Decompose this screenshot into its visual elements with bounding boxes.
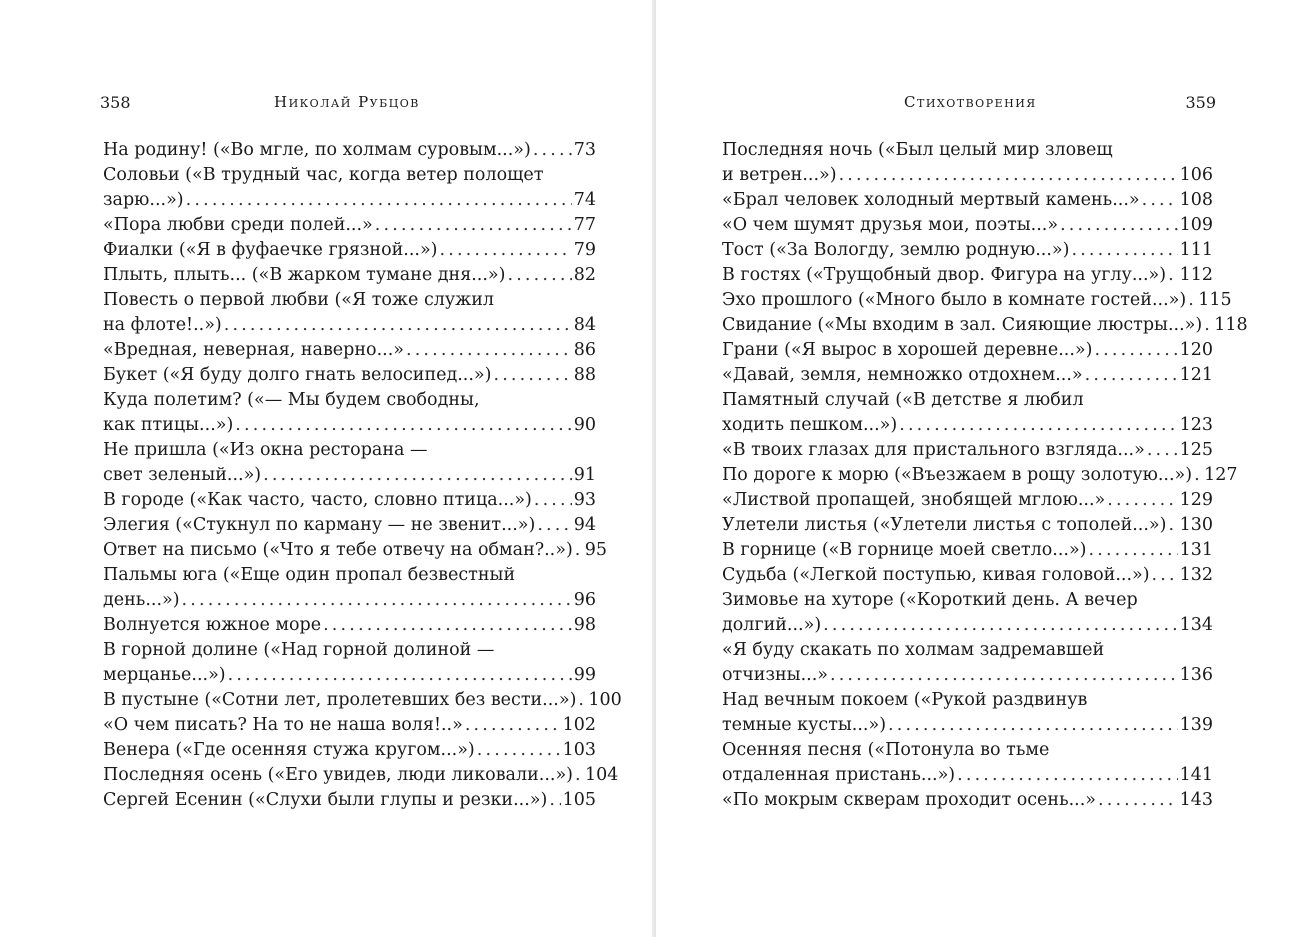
dot-leader [477, 738, 561, 763]
dot-leader [537, 513, 571, 538]
toc-line [103, 538, 608, 563]
toc-entry-title: на флоте!..») [103, 315, 222, 335]
toc-entry-title: как птицы...») [103, 415, 234, 435]
right-running-head: Стихотворения [904, 93, 1037, 111]
dot-leader [578, 688, 586, 713]
toc-entry-title: «Вредная, неверная, наверно...» [103, 340, 404, 360]
toc-entry-title: Улетели листья («Улетели листья с тополей...») [722, 515, 1167, 535]
toc-line [722, 213, 1213, 238]
toc-entry-title: Тост («За Вологду, землю родную...») [722, 240, 1070, 260]
toc-line [722, 463, 1238, 488]
toc-line [722, 438, 1213, 463]
toc-entry-title: Осенняя песня («Потонула во тьме [722, 740, 1050, 760]
toc-entry-page: 129 [1179, 490, 1213, 510]
dot-leader [228, 663, 572, 688]
toc-entry-title: Элегия («Стукнул по карману — не звенит...») [103, 515, 536, 535]
toc-line [722, 388, 1213, 413]
toc-entry-page: 127 [1204, 465, 1238, 485]
toc-line [103, 513, 596, 538]
toc-entry [103, 213, 596, 238]
toc-entry [722, 513, 1213, 538]
right-contents-list [722, 138, 1248, 813]
toc-entry-page: 136 [1179, 665, 1213, 685]
toc-entry [722, 538, 1213, 563]
dot-leader [493, 363, 571, 388]
toc-entry-title: «Брал человек холодный мертвый камень...» [722, 190, 1140, 210]
toc-line [103, 663, 596, 688]
toc-entry-title: Куда полетим? («— Мы будем свободны, [103, 390, 480, 410]
toc-entry [103, 438, 596, 488]
toc-entry-title: зарю...») [103, 190, 184, 210]
dot-leader [1089, 538, 1178, 563]
toc-entry-page: 84 [573, 315, 596, 335]
dot-leader [1060, 213, 1178, 238]
dot-leader [830, 663, 1178, 688]
toc-line [103, 288, 596, 313]
toc-entry-title: день...») [103, 590, 180, 610]
toc-entry-page: 82 [573, 265, 596, 285]
toc-entry-title: Зимовье на хуторе («Короткий день. А вечер [722, 590, 1138, 610]
toc-entry-title: Грани («Я вырос в хорошей деревне...») [722, 340, 1093, 360]
right-running-header [722, 93, 1216, 115]
toc-line [103, 363, 596, 388]
toc-entry [103, 238, 596, 263]
left-running-head: Николай Рубцов [274, 93, 420, 111]
dot-leader [235, 413, 571, 438]
toc-line [722, 288, 1232, 313]
toc-entry-page: 115 [1198, 290, 1232, 310]
dot-leader [575, 538, 583, 563]
toc-line [722, 188, 1213, 213]
toc-entry-page: 120 [1179, 340, 1213, 360]
toc-entry-page: 111 [1179, 240, 1213, 260]
dot-leader [533, 138, 572, 163]
toc-entry [722, 263, 1213, 288]
toc-entry [722, 288, 1232, 313]
toc-entry [722, 488, 1213, 513]
toc-line [722, 713, 1213, 738]
toc-entry [722, 788, 1213, 813]
right-page [656, 0, 1309, 937]
right-page-number: 359 [1185, 93, 1216, 112]
toc-entry-page: 123 [1179, 415, 1213, 435]
toc-line [722, 363, 1213, 388]
toc-line [722, 238, 1213, 263]
toc-line [103, 438, 596, 463]
toc-entry-title: Последняя ночь («Был целый мир зловещ [722, 140, 1113, 160]
toc-entry-page: 132 [1179, 565, 1213, 585]
toc-entry-title: По дороге к морю («Въезжаем в рощу золотую...») [722, 465, 1193, 485]
toc-entry-page: 79 [573, 240, 596, 260]
toc-entry [722, 463, 1238, 488]
toc-entry-title: «В твоих глазах для пристального взгляда...» [722, 440, 1145, 460]
toc-entry [722, 688, 1213, 738]
toc-entry-title: Не пришла («Из окна ресторана — [103, 440, 428, 460]
toc-entry-page: 118 [1214, 315, 1248, 335]
toc-entry-title: Эхо прошлого («Много было в комнате гостей...») [722, 290, 1187, 310]
toc-entry-page: 102 [562, 715, 596, 735]
toc-entry [103, 538, 608, 563]
toc-entry [103, 388, 596, 438]
toc-line [722, 313, 1248, 338]
toc-entry-title: Плыть, плыть... («В жарком тумане дня...») [103, 265, 506, 285]
toc-entry-page: 109 [1179, 215, 1213, 235]
toc-entry [722, 213, 1213, 238]
toc-entry [103, 288, 596, 338]
dot-leader [375, 213, 572, 238]
toc-entry-page: 131 [1179, 540, 1213, 560]
toc-entry-page: 143 [1179, 790, 1213, 810]
toc-entry-title: Свидание («Мы входим в зал. Сияющие люстры...») [722, 315, 1203, 335]
toc-entry-page: 86 [573, 340, 596, 360]
toc-entry-title: долгий...») [722, 615, 822, 635]
toc-entry-page: 90 [573, 415, 596, 435]
toc-entry-title: «Пора любви среди полей...» [103, 215, 373, 235]
toc-entry-title: «Листвой пропащей, знобящей мглою...» [722, 490, 1106, 510]
dot-leader [440, 238, 572, 263]
dot-leader [1071, 238, 1177, 263]
toc-line [722, 663, 1213, 688]
toc-entry [103, 138, 596, 163]
toc-entry [722, 638, 1213, 688]
toc-entry-title: мерцанье...») [103, 665, 226, 685]
toc-line [103, 188, 596, 213]
toc-line [103, 463, 596, 488]
toc-entry [103, 363, 596, 388]
toc-line [103, 688, 622, 713]
toc-entry-title: «Давай, земля, немножко отдохнем...» [722, 365, 1083, 385]
toc-line [103, 638, 596, 663]
toc-entry-page: 134 [1179, 615, 1213, 635]
toc-entry-title: Судьба («Легкой поступью, кивая головой...») [722, 565, 1150, 585]
toc-entry-page: 130 [1179, 515, 1213, 535]
dot-leader [1168, 263, 1178, 288]
toc-entry-title: Венера («Где осенняя стужа кругом...») [103, 740, 475, 760]
toc-entry [722, 738, 1213, 788]
dot-leader [323, 613, 572, 638]
toc-entry-title: отчизны...» [722, 665, 828, 685]
dot-leader [1142, 188, 1178, 213]
toc-line [722, 513, 1213, 538]
toc-line [722, 338, 1213, 363]
toc-entry-page: 99 [573, 665, 596, 685]
toc-line [103, 613, 596, 638]
dot-leader [1094, 338, 1177, 363]
toc-line [103, 388, 596, 413]
toc-line [722, 788, 1213, 813]
dot-leader [182, 588, 572, 613]
toc-entry [103, 688, 622, 713]
dot-leader [186, 188, 572, 213]
toc-entry-title: «По мокрым скверам проходит осень...» [722, 790, 1096, 810]
toc-line [103, 588, 596, 613]
toc-entry-page: 94 [573, 515, 596, 535]
toc-entry [722, 138, 1213, 188]
toc-entry-page: 96 [573, 590, 596, 610]
dot-leader [823, 613, 1177, 638]
toc-entry-page: 112 [1179, 265, 1213, 285]
toc-entry-title: Памятный случай («В детстве я любил [722, 390, 1084, 410]
toc-line [722, 588, 1213, 613]
toc-entry-title: На родину! («Во мгле, по холмам суровым...») [103, 140, 531, 160]
toc-entry-page: 91 [573, 465, 596, 485]
toc-entry-title: Сергей Есенин («Слухи были глупы и резки...») [103, 790, 548, 810]
toc-line [103, 238, 596, 263]
toc-entry [722, 363, 1213, 388]
toc-line [103, 713, 596, 738]
dot-leader [224, 313, 572, 338]
toc-entry-title: Над вечным покоем («Рукой раздвинув [722, 690, 1088, 710]
dot-leader [575, 763, 583, 788]
toc-entry-title: «О чем шумят друзья мои, поэты...» [722, 215, 1059, 235]
toc-entry-page: 77 [573, 215, 596, 235]
toc-line [103, 338, 596, 363]
dot-leader [899, 413, 1177, 438]
toc-entry-title: Повесть о первой любви («Я тоже служил [103, 290, 495, 310]
toc-entry [103, 613, 596, 638]
dot-leader [507, 263, 571, 288]
dot-leader [465, 713, 561, 738]
toc-entry-page: 73 [573, 140, 596, 160]
dot-leader [1204, 313, 1212, 338]
toc-line [722, 763, 1213, 788]
toc-entry [103, 163, 596, 213]
toc-line [722, 413, 1213, 438]
toc-entry-title: ходить пешком...») [722, 415, 898, 435]
toc-entry [722, 588, 1213, 638]
toc-entry-page: 95 [584, 540, 608, 560]
left-contents-list [103, 138, 622, 813]
toc-entry-page: 104 [585, 765, 619, 785]
toc-entry-page: 108 [1179, 190, 1213, 210]
toc-entry [103, 713, 596, 738]
toc-entry [103, 738, 596, 763]
toc-entry-title: В городе («Как часто, часто, словно птица...») [103, 490, 532, 510]
dot-leader [1085, 363, 1178, 388]
dot-leader [1194, 463, 1202, 488]
toc-line [722, 163, 1213, 188]
toc-entry [722, 388, 1213, 438]
dot-leader [534, 488, 572, 513]
left-running-header [100, 93, 600, 115]
toc-entry-page: 106 [1179, 165, 1213, 185]
dot-leader [263, 463, 572, 488]
toc-line [103, 763, 619, 788]
toc-line [722, 563, 1213, 588]
toc-entry-title: В горнице («В горнице моей светло...») [722, 540, 1087, 560]
toc-line [722, 138, 1213, 163]
toc-entry-page: 100 [588, 690, 622, 710]
toc-line [103, 138, 596, 163]
toc-line [722, 488, 1213, 513]
left-page-number: 358 [100, 93, 131, 112]
dot-leader [888, 713, 1178, 738]
toc-entry-title: Соловьи («В трудный час, когда ветер полощет [103, 165, 544, 185]
toc-entry-page: 125 [1179, 440, 1213, 460]
toc-entry-title: свет зеленый...») [103, 465, 262, 485]
toc-line [103, 213, 596, 238]
toc-entry [722, 438, 1213, 463]
toc-entry-title: «Я буду скакать по холмам задремавшей [722, 640, 1105, 660]
toc-line [722, 538, 1213, 563]
toc-entry-page: 103 [562, 740, 596, 760]
toc-entry-title: темные кусты...») [722, 715, 887, 735]
toc-entry [103, 763, 619, 788]
toc-entry-page: 88 [573, 365, 596, 385]
toc-entry-page: 121 [1179, 365, 1213, 385]
toc-entry-page: 141 [1179, 765, 1213, 785]
toc-entry [103, 513, 596, 538]
toc-entry [722, 313, 1248, 338]
toc-entry [722, 563, 1213, 588]
toc-entry-title: и ветрен...») [722, 165, 837, 185]
dot-leader [1147, 438, 1178, 463]
toc-entry [722, 238, 1213, 263]
toc-entry-title: Волнуется южное море [103, 615, 322, 635]
dot-leader [1188, 288, 1196, 313]
left-page [0, 0, 654, 937]
toc-entry [103, 338, 596, 363]
toc-entry [722, 338, 1213, 363]
toc-line [722, 738, 1213, 763]
toc-entry [103, 563, 596, 613]
dot-leader [549, 788, 560, 813]
toc-entry-title: Ответ на письмо («Что я тебе отвечу на обман?..») [103, 540, 573, 560]
toc-line [722, 263, 1213, 288]
toc-line [103, 488, 596, 513]
toc-entry-title: Пальмы юга («Еще один пропал безвестный [103, 565, 516, 585]
toc-line [103, 563, 596, 588]
toc-entry-page: 105 [562, 790, 596, 810]
toc-entry-title: В гостях («Трущобный двор. Фигура на углу...») [722, 265, 1167, 285]
toc-entry-title: «О чем писать? На то не наша воля!..» [103, 715, 463, 735]
toc-entry-title: Последняя осень («Его увидев, люди ликовали...») [103, 765, 573, 785]
toc-line [722, 688, 1213, 713]
toc-line [103, 313, 596, 338]
dot-leader [1098, 788, 1178, 813]
toc-line [103, 788, 596, 813]
toc-entry-page: 98 [573, 615, 596, 635]
toc-entry [103, 788, 596, 813]
dot-leader [839, 163, 1178, 188]
toc-entry [103, 638, 596, 688]
dot-leader [406, 338, 572, 363]
toc-entry-title: Фиалки («Я в фуфаечке грязной...») [103, 240, 438, 260]
toc-entry-page: 139 [1179, 715, 1213, 735]
toc-entry-page: 74 [573, 190, 596, 210]
dot-leader [957, 763, 1177, 788]
toc-entry [103, 263, 596, 288]
toc-line [722, 613, 1213, 638]
toc-entry-title: В горной долине («Над горной долиной — [103, 640, 495, 660]
dot-leader [1168, 513, 1177, 538]
toc-entry [722, 188, 1213, 213]
toc-entry-page: 93 [573, 490, 596, 510]
toc-entry-title: отдаленная пристань...») [722, 765, 956, 785]
toc-entry-title: Букет («Я буду долго гнать велосипед...») [103, 365, 492, 385]
toc-entry-title: В пустыне («Сотни лет, пролетевших без вести...») [103, 690, 577, 710]
toc-line [103, 263, 596, 288]
toc-line [722, 638, 1213, 663]
toc-entry [103, 488, 596, 513]
toc-line [103, 413, 596, 438]
dot-leader [1107, 488, 1177, 513]
toc-line [103, 163, 596, 188]
toc-line [103, 738, 596, 763]
dot-leader [1152, 563, 1178, 588]
